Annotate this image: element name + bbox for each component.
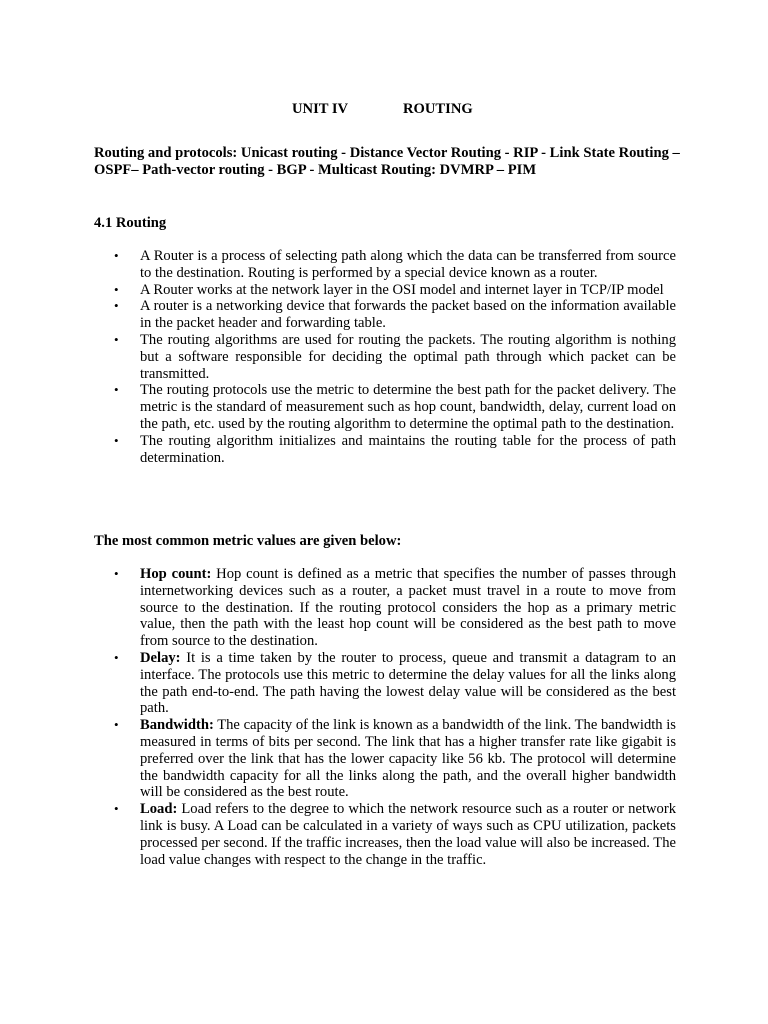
list-item bbox=[110, 650, 676, 717]
list-item bbox=[110, 717, 676, 801]
list-item bbox=[110, 298, 676, 332]
bullet-icon: • bbox=[114, 298, 119, 314]
list-item-text: The routing algorithms are used for routing the packets. The routing algorithm is nothing but a software responsible for deciding the optimal path through which packet can be transmitted. bbox=[140, 331, 676, 382]
metric-description: Hop count is defined as a metric that specifies the number of passes through internetworking devices such as a router, a packet must travel in a route to move from source to the destination. If the routing protocol considers the hop as a primary metric value, then the path with the least hop count will be considered as the best path to move from source to the destination. bbox=[140, 566, 677, 650]
list-item bbox=[110, 433, 676, 467]
list-item-text: The routing algorithm initializes and maintains the routing table for the process of path determination. bbox=[140, 432, 676, 466]
list-item-text: A Router works at the network layer in the OSI model and internet layer in TCP/IP model bbox=[140, 281, 664, 298]
list-item bbox=[110, 248, 676, 282]
bullet-icon: • bbox=[114, 248, 119, 263]
list-item bbox=[110, 566, 676, 650]
metric-description: It is a time taken by the router to process, queue and transmit a datagram to an interface. The protocols use this metric to determine the delay values for all the links along the path end-to-end. The path having the lowest delay value will be considered as the best path. bbox=[140, 649, 676, 717]
bullet-icon: • bbox=[114, 566, 119, 581]
bullet-icon: • bbox=[114, 331, 119, 347]
bullet-icon: • bbox=[114, 432, 119, 448]
list-item bbox=[110, 382, 676, 432]
metric-term: Bandwidth: bbox=[140, 717, 214, 734]
bullet-icon: • bbox=[114, 649, 119, 665]
list-item-text: A router is a networking device that forwards the packet based on the information available in the packet header and forwarding table. bbox=[140, 298, 676, 332]
list-item bbox=[110, 801, 676, 868]
bullet-icon: • bbox=[114, 801, 119, 817]
metrics-heading: The most common metric values are given below: bbox=[94, 533, 402, 549]
unit-number: UNIT IV bbox=[292, 101, 349, 117]
section-heading: 4.1 Routing bbox=[94, 215, 167, 231]
metric-description: The capacity of the link is known as a bandwidth of the link. The bandwidth is measured in terms of bits per second. The link that has a higher transfer rate like gigabit is preferred over the link that has the lower capacity like 56 kb. The protocol will determine the bandwidth capacity for all the links along the path, and the overall higher bandwidth will be considered as the best route. bbox=[140, 717, 676, 801]
routing-bullet-list bbox=[110, 248, 676, 466]
syllabus-topics: Routing and protocols: Unicast routing - Distance Vector Routing - RIP - Link State Routing – OSPF– Path-vector routing - BGP - Multicast Routing: DVMRP – PIM bbox=[94, 145, 680, 178]
unit-topic: ROUTING bbox=[403, 101, 473, 117]
metrics-bullet-list bbox=[110, 566, 676, 868]
list-item-text: A Router is a process of selecting path along which the data can be transferred from source to the destination. Routing is performed by a special device known as a router. bbox=[140, 248, 676, 281]
metric-term: Delay: bbox=[140, 649, 181, 666]
list-item-text: The routing protocols use the metric to determine the best path for the packet delivery. The metric is the standard of measurement such as hop count, bandwidth, delay, current load on the path, etc. used by the routing algorithm to determine the optimal path to the destination. bbox=[140, 382, 676, 432]
metric-term: Load: bbox=[140, 801, 178, 818]
metric-description: Load refers to the degree to which the network resource such as a router or network link is busy. A Load can be calculated in a variety of ways such as CPU utilization, packets processed per second. If the traffic increases, then the load value will also be increased. The load value changes with respect to the change in the traffic. bbox=[140, 801, 676, 868]
list-item bbox=[110, 282, 676, 299]
bullet-icon: • bbox=[114, 281, 119, 297]
metric-term: Hop count: bbox=[140, 566, 212, 582]
bullet-icon: • bbox=[114, 382, 119, 398]
bullet-icon: • bbox=[114, 717, 119, 733]
unit-title bbox=[292, 101, 473, 118]
list-item bbox=[110, 332, 676, 382]
